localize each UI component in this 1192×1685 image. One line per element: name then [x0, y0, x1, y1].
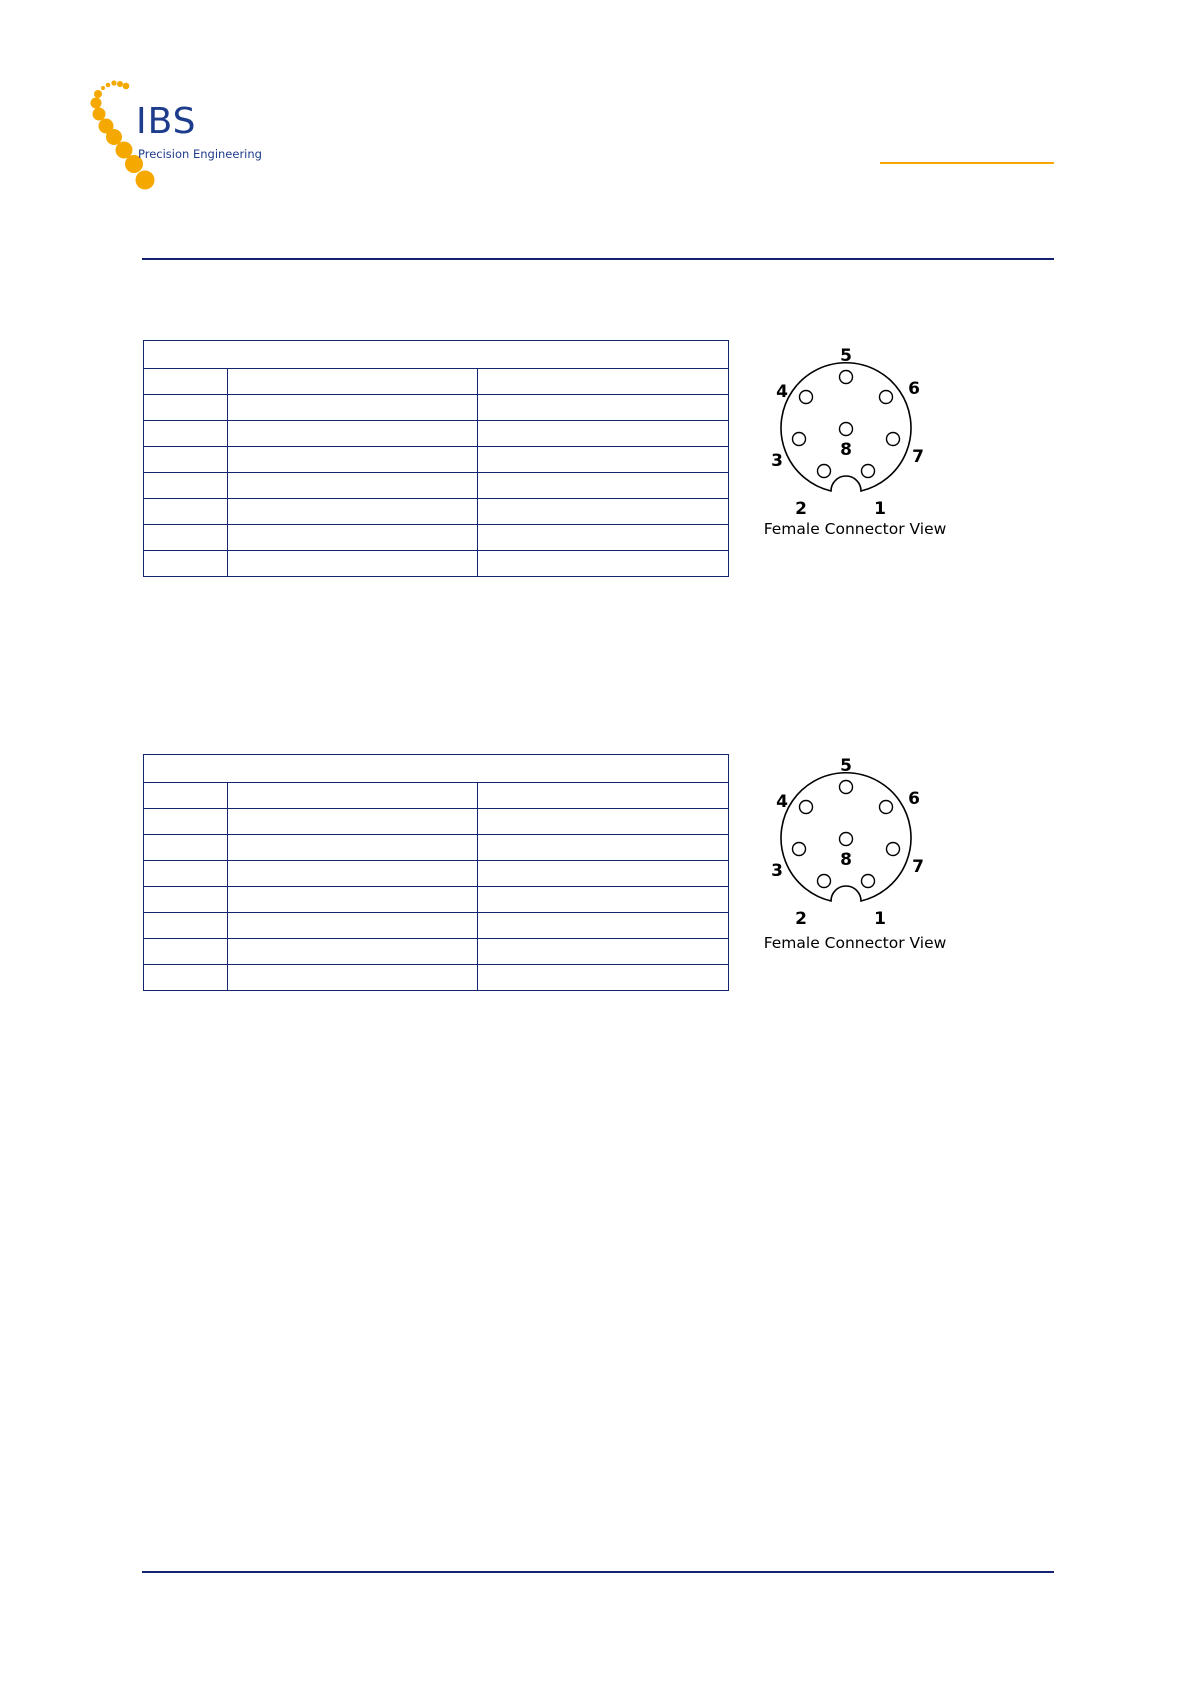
table-cell: [478, 551, 729, 577]
pin-hole: [793, 433, 806, 446]
pin-label: 1: [874, 499, 886, 519]
table-cell: [228, 447, 478, 473]
table-cell: [144, 913, 228, 939]
pin-label: 3: [771, 861, 783, 881]
table-row: [144, 551, 729, 577]
table-cell: [228, 965, 478, 991]
table-cell: [144, 369, 228, 395]
pin-hole: [793, 843, 806, 856]
pin-hole: [880, 391, 893, 404]
table-row: [144, 395, 729, 421]
pin-label: 6: [908, 789, 920, 809]
table-cell: [478, 473, 729, 499]
table-cell: [478, 809, 729, 835]
table-cell: [228, 369, 478, 395]
table-cell: [228, 421, 478, 447]
table-cell: [228, 473, 478, 499]
table-cell: [478, 965, 729, 991]
table-row: [144, 835, 729, 861]
pin-hole: [840, 833, 853, 846]
table-cell: [144, 551, 228, 577]
table-header-row: [144, 783, 729, 809]
pin-hole: [800, 801, 813, 814]
table-cell: [228, 939, 478, 965]
pin-hole: [800, 391, 813, 404]
pin-label: 7: [912, 857, 924, 877]
din-connector-icon: [760, 340, 980, 540]
pin-hole: [818, 465, 831, 478]
table-cell: [478, 447, 729, 473]
pin-label: 1: [874, 909, 886, 929]
pin-label: 5: [840, 346, 852, 366]
table-cell: [144, 473, 228, 499]
connector-caption: Female Connector View: [763, 934, 947, 952]
pin-hole: [840, 423, 853, 436]
table-cell: [478, 369, 729, 395]
table-cell: [478, 499, 729, 525]
pin-hole: [840, 781, 853, 794]
table-cell: [228, 395, 478, 421]
table-cell: [228, 783, 478, 809]
pin-label: 7: [912, 447, 924, 467]
table-cell: [478, 887, 729, 913]
pin-hole: [840, 371, 853, 384]
pin-label: 6: [908, 379, 920, 399]
table-cell: [478, 861, 729, 887]
table-row: [144, 473, 729, 499]
table-cell: [228, 835, 478, 861]
connector-diagram-1: [760, 340, 980, 550]
table-caption-cell: [144, 341, 729, 369]
table-header-row: [144, 369, 729, 395]
table-cell: [478, 525, 729, 551]
table-cell: [478, 783, 729, 809]
table-row: [144, 499, 729, 525]
pin-label: 8: [840, 850, 852, 870]
table-cell: [144, 783, 228, 809]
table-row: [144, 965, 729, 991]
table-row: [144, 525, 729, 551]
pin-hole: [818, 875, 831, 888]
pin-label: 4: [776, 382, 788, 402]
table-caption-row: [144, 341, 729, 369]
pin-label: 3: [771, 451, 783, 471]
table-cell: [228, 861, 478, 887]
table-caption-row: [144, 755, 729, 783]
table-cell: [228, 809, 478, 835]
table-cell: [144, 395, 228, 421]
table-row: [144, 421, 729, 447]
pinout-table-1: [143, 340, 729, 577]
pin-hole: [862, 875, 875, 888]
table-cell: [144, 499, 228, 525]
table-cell: [144, 809, 228, 835]
brand-name: IBS: [136, 101, 197, 142]
table-cell: [144, 447, 228, 473]
table-cell: [228, 499, 478, 525]
connector-diagram-2: [760, 750, 980, 960]
table-caption-cell: [144, 755, 729, 783]
footer-divider: [142, 1571, 1054, 1573]
table-cell: [144, 525, 228, 551]
table-cell: [144, 887, 228, 913]
table-row: [144, 939, 729, 965]
table-cell: [228, 551, 478, 577]
table-cell: [228, 913, 478, 939]
pin-hole: [862, 465, 875, 478]
table-cell: [478, 913, 729, 939]
connector-caption: Female Connector View: [763, 520, 947, 538]
pin-label: 4: [776, 792, 788, 812]
table-row: [144, 809, 729, 835]
pin-label: 5: [840, 756, 852, 776]
pin-hole: [887, 433, 900, 446]
table-cell: [478, 421, 729, 447]
table-cell: [144, 835, 228, 861]
table-cell: [478, 395, 729, 421]
table-cell: [144, 965, 228, 991]
table-cell: [144, 421, 228, 447]
table-cell: [478, 939, 729, 965]
brand-tagline: Precision Engineering: [138, 147, 262, 161]
pinout-table-2: [143, 754, 729, 991]
pin-hole: [880, 801, 893, 814]
table-cell: [228, 525, 478, 551]
header-divider: [142, 258, 1054, 260]
pin-label: 2: [795, 909, 807, 929]
table-cell: [144, 861, 228, 887]
table-cell: [478, 835, 729, 861]
pin-label: 2: [795, 499, 807, 519]
table-cell: [144, 939, 228, 965]
table-row: [144, 913, 729, 939]
table-row: [144, 887, 729, 913]
header-accent-rule: [880, 162, 1054, 164]
pin-label: 8: [840, 440, 852, 460]
pin-hole: [887, 843, 900, 856]
table-cell: [228, 887, 478, 913]
din-connector-icon: [760, 750, 980, 950]
table-row: [144, 861, 729, 887]
table-row: [144, 447, 729, 473]
